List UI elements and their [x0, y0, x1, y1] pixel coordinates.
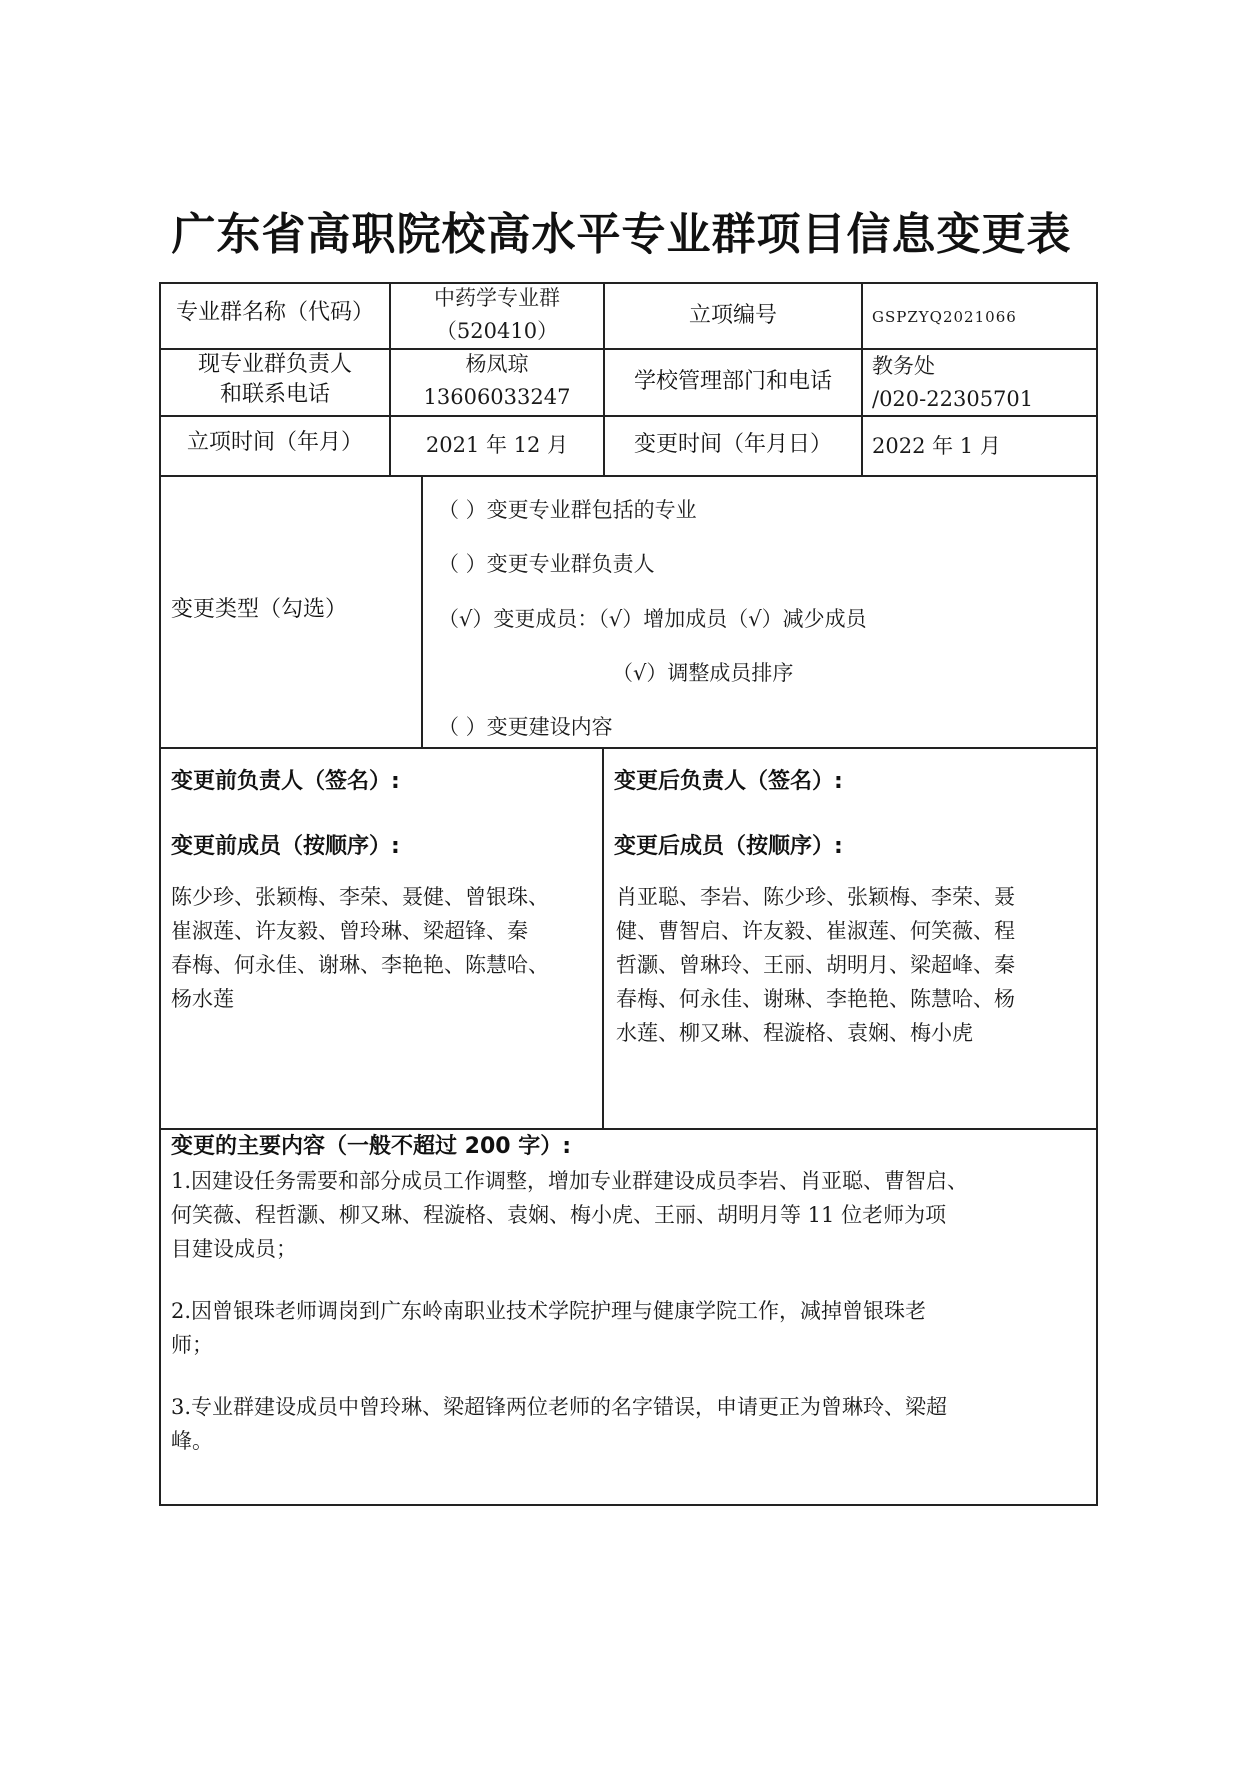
- column-divider: [602, 747, 604, 1128]
- list-item: 健、曹智启、许友毅、崔淑莲、何笑薇、程: [616, 919, 1015, 943]
- content-line: 1.因建设任务需要和部分成员工作调整，增加专业群建设成员李岩、肖亚聪、曹智启、: [171, 1169, 969, 1193]
- approval-date-label: 立项时间（年月）: [186, 430, 363, 455]
- option-change-members: （√）变更成员：（√）增加成员（√）减少成员: [438, 607, 867, 631]
- content-line: 何笑薇、程哲灏、柳又琳、程漩格、袁娴、梅小虎、王丽、胡明月等 11 位老师为项: [171, 1203, 947, 1227]
- leader-name-value: 杨凤琼: [465, 352, 529, 376]
- list-item: 春梅、何永佳、谢琳、李艳艳、陈慧哈、: [171, 953, 549, 977]
- option-change-content: （ ）变更建设内容: [438, 715, 613, 739]
- table-border-right: [1096, 282, 1098, 1506]
- content-line: 师；: [171, 1333, 213, 1357]
- form-title: 广东省高职院校高水平专业群项目信息变更表: [171, 209, 1072, 260]
- after-leader-label: 变更后负责人（签名）:: [614, 769, 843, 794]
- table-border-top: [161, 282, 1098, 284]
- change-date-label: 变更时间（年月日）: [633, 432, 832, 457]
- project-id-value: GSPZYQ2021066: [872, 308, 1017, 326]
- dept-label: 学校管理部门和电话: [633, 369, 832, 394]
- dept-name-value: 教务处: [872, 354, 935, 378]
- row-divider: [161, 415, 1098, 417]
- leader-phone-value: 13606033247: [423, 385, 571, 409]
- row-divider: [161, 1128, 1098, 1130]
- content-line: 3.专业群建设成员中曾玲琳、梁超锋两位老师的名字错误，申请更正为曾琳玲、梁超: [171, 1395, 948, 1419]
- before-leader-label: 变更前负责人（签名）:: [171, 769, 400, 794]
- group-name-label: 专业群名称（代码）: [175, 300, 374, 325]
- content-line: 峰。: [171, 1429, 213, 1453]
- change-date-value: 2022 年 1 月: [872, 434, 1001, 458]
- option-change-leader: （ ）变更专业群负责人: [438, 552, 655, 576]
- option-change-majors: （ ）变更专业群包括的专业: [438, 498, 697, 522]
- content-line: 目建设成员；: [171, 1237, 297, 1261]
- content-line: 2.因曾银珠老师调岗到广东岭南职业技术学院护理与健康学院工作，减掉曾银珠老: [171, 1299, 927, 1323]
- group-code-value: （520410）: [435, 319, 559, 343]
- before-members-label: 变更前成员（按顺序）:: [171, 834, 400, 859]
- project-id-label: 立项编号: [688, 303, 777, 328]
- row-divider: [161, 475, 1098, 477]
- list-item: 陈少珍、张颖梅、李荣、聂健、曾银珠、: [171, 885, 549, 909]
- approval-date-value: 2021 年 12 月: [425, 433, 569, 457]
- column-divider: [421, 475, 423, 747]
- table-border-bottom: [161, 1504, 1098, 1506]
- list-item: 崔淑莲、许友毅、曾玲琳、梁超锋、秦: [171, 919, 528, 943]
- contact-phone-label: 和联系电话: [219, 382, 330, 407]
- list-item: 春梅、何永佳、谢琳、李艳艳、陈慧哈、杨: [616, 987, 1015, 1011]
- list-item: 水莲、柳又琳、程漩格、袁娴、梅小虎: [616, 1021, 973, 1045]
- main-content-label: 变更的主要内容（一般不超过 200 字）:: [171, 1134, 572, 1159]
- column-divider: [861, 282, 863, 475]
- row-divider: [161, 747, 1098, 749]
- table-border-left: [159, 282, 161, 1506]
- option-reorder-members: （√）调整成员排序: [612, 661, 794, 685]
- list-item: 肖亚聪、李岩、陈少珍、张颖梅、李荣、聂: [616, 885, 1015, 909]
- dept-phone-value: /020-22305701: [872, 387, 1034, 411]
- after-members-label: 变更后成员（按顺序）:: [614, 834, 843, 859]
- change-type-label: 变更类型（勾选）: [171, 597, 348, 622]
- group-name-value: 中药学专业群: [434, 286, 560, 310]
- current-leader-label: 现专业群负责人: [197, 352, 352, 377]
- list-item: 杨水莲: [171, 987, 234, 1011]
- list-item: 哲灏、曾琳玲、王丽、胡明月、梁超峰、秦: [616, 953, 1015, 977]
